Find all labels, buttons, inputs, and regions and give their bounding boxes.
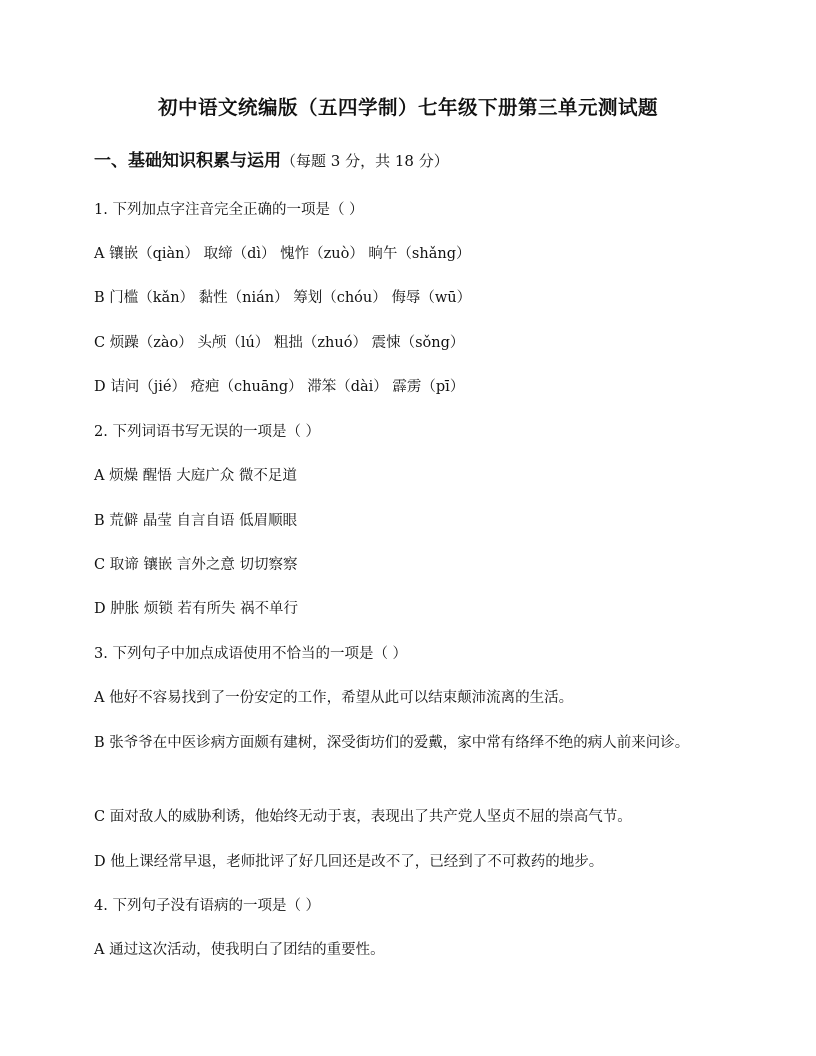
question-1-option-b: B 门槛（kǎn） 黏性（nián） 筹划（chóu） 侮辱（wū） (94, 290, 472, 306)
question-4: 4. 下列句子没有语病的一项是（ ） (94, 898, 321, 914)
question-1-option-c: C 烦躁（zào） 头颅（lú） 粗拙（zhuó） 震悚（sǒng） (94, 335, 465, 351)
question-1-option-a: A 镶嵌（qiàn） 取缔（dì） 愧怍（zuò） 晌午（shǎng） (94, 246, 471, 262)
question-2-option-d: D 肿胀 烦锁 若有所失 祸不单行 (94, 601, 299, 617)
question-3-option-c: C 面对敌人的威胁利诱，他始终无动于衷，表现出了共产党人坚贞不屈的崇高气节。 (94, 809, 632, 825)
question-3: 3. 下列句子中加点成语使用不恰当的一项是（ ） (94, 646, 408, 662)
question-4-option-a: A 通过这次活动，使我明白了团结的重要性。 (94, 942, 385, 958)
question-3-option-a: A 他好不容易找到了一份安定的工作，希望从此可以结束颠沛流离的生活。 (94, 690, 574, 706)
question-1-option-d: D 诘问（jié） 疮疤（chuāng） 滞笨（dài） 霹雳（pī） (94, 379, 465, 395)
question-3-option-d: D 他上课经常早退，老师批评了好几回还是改不了，已经到了不可救药的地步。 (94, 854, 604, 870)
section-score-note: （每题 3 分，共 18 分） (281, 152, 449, 170)
question-3-option-b: B 张爷爷在中医诊病方面颇有建树，深受街坊们的爱戴，家中常有络绎不绝的病人前来问诊。 (94, 735, 690, 751)
question-2-option-c: C 取谛 镶嵌 言外之意 切切察察 (94, 557, 298, 573)
section-heading (94, 147, 449, 175)
question-2-option-b: B 荒僻 晶莹 自言自语 低眉顺眼 (94, 513, 298, 529)
section-heading-text: 一、基础知识积累与运用 (94, 151, 281, 171)
question-2: 2. 下列词语书写无误的一项是（ ） (94, 424, 321, 440)
page-title: 初中语文统编版（五四学制）七年级下册第三单元测试题 (157, 96, 658, 119)
question-1: 1. 下列加点字注音完全正确的一项是（ ） (94, 202, 364, 218)
question-2-option-a: A 烦燥 醒悟 大庭广众 微不足道 (94, 468, 297, 484)
